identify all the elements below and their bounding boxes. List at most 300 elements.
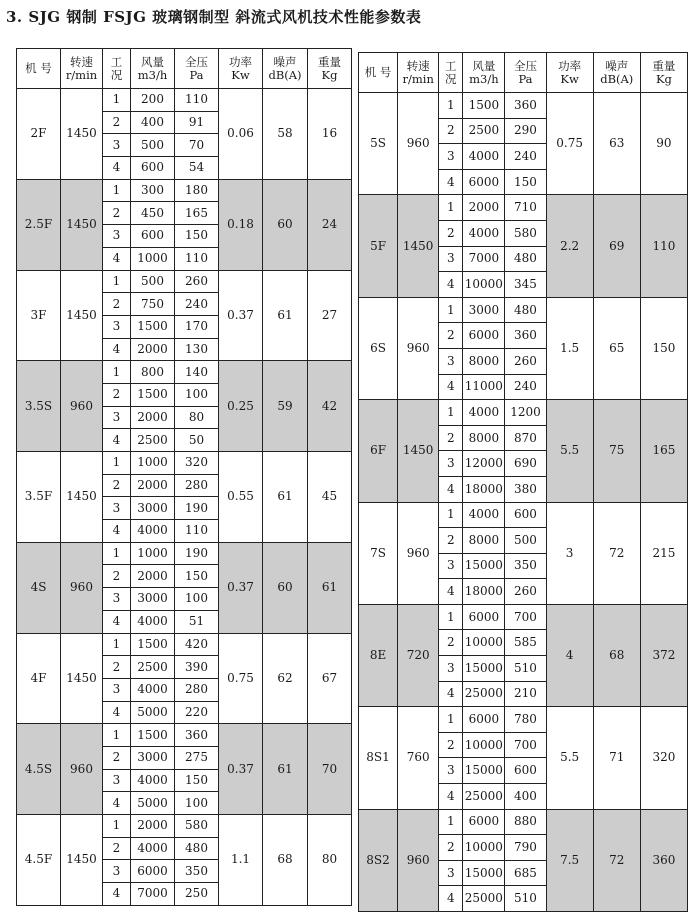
column-header	[640, 53, 687, 93]
airflow-cell: 6000	[463, 604, 505, 630]
pressure-cell: 500	[505, 528, 546, 554]
weight-cell: 70	[308, 724, 352, 815]
pressure-cell: 580	[505, 220, 546, 246]
weight-cell: 24	[308, 179, 352, 270]
airflow-cell: 2500	[131, 429, 175, 452]
airflow-cell: 2500	[463, 118, 505, 144]
airflow-cell: 25000	[463, 886, 505, 912]
weight-cell: 90	[640, 93, 687, 195]
column-header-line2: m3/h	[469, 71, 499, 86]
condition-cell: 2	[103, 383, 131, 406]
airflow-cell: 25000	[463, 784, 505, 810]
pressure-cell: 600	[505, 502, 546, 528]
pressure-cell: 600	[505, 758, 546, 784]
condition-cell: 4	[103, 157, 131, 180]
pressure-cell: 690	[505, 451, 546, 477]
power-cell: 1.5	[546, 297, 593, 399]
airflow-cell: 4000	[463, 220, 505, 246]
condition-cell: 4	[103, 247, 131, 270]
model-cell: 4.5S	[17, 724, 61, 815]
power-cell: 0.37	[219, 542, 263, 633]
noise-cell: 62	[263, 633, 308, 724]
airflow-cell: 3000	[131, 497, 175, 520]
column-header-line1: 风量	[472, 58, 496, 73]
airflow-cell: 500	[131, 270, 175, 293]
condition-cell: 1	[103, 270, 131, 293]
header-row	[359, 53, 688, 93]
pressure-cell: 190	[175, 497, 219, 520]
speed-cell: 960	[61, 542, 103, 633]
speed-cell: 960	[398, 297, 439, 399]
table-row	[17, 270, 352, 293]
condition-cell: 2	[103, 837, 131, 860]
weight-cell: 16	[308, 89, 352, 180]
condition-cell: 3	[103, 860, 131, 883]
noise-cell: 59	[263, 361, 308, 452]
airflow-cell: 15000	[463, 553, 505, 579]
speed-cell: 1450	[61, 815, 103, 906]
speed-cell: 1450	[398, 400, 439, 502]
airflow-cell: 4000	[131, 610, 175, 633]
noise-cell: 75	[593, 400, 640, 502]
pressure-cell: 110	[175, 247, 219, 270]
pressure-cell: 870	[505, 425, 546, 451]
noise-cell: 58	[263, 89, 308, 180]
speed-cell: 1450	[61, 633, 103, 724]
column-header	[359, 53, 398, 93]
airflow-cell: 4000	[463, 502, 505, 528]
condition-cell: 2	[103, 656, 131, 679]
noise-cell: 60	[263, 542, 308, 633]
model-cell: 2F	[17, 89, 61, 180]
power-cell: 0.75	[219, 633, 263, 724]
airflow-cell: 4000	[131, 769, 175, 792]
airflow-cell: 6000	[463, 323, 505, 349]
condition-cell: 3	[439, 553, 463, 579]
pressure-cell: 240	[505, 144, 546, 170]
airflow-cell: 1500	[131, 383, 175, 406]
airflow-cell: 750	[131, 293, 175, 316]
airflow-cell: 7000	[463, 246, 505, 272]
noise-cell: 65	[593, 297, 640, 399]
pressure-cell: 480	[505, 246, 546, 272]
weight-cell: 61	[308, 542, 352, 633]
column-header-line1: 重量	[652, 58, 676, 73]
power-cell: 0.37	[219, 270, 263, 361]
pressure-cell: 280	[175, 474, 219, 497]
table-row	[359, 809, 688, 835]
condition-cell: 3	[103, 497, 131, 520]
noise-cell: 68	[593, 604, 640, 706]
airflow-cell: 18000	[463, 476, 505, 502]
pressure-cell: 1200	[505, 400, 546, 426]
airflow-cell: 25000	[463, 681, 505, 707]
speed-cell: 720	[398, 604, 439, 706]
pressure-cell: 585	[505, 630, 546, 656]
speed-cell: 960	[61, 361, 103, 452]
pressure-cell: 580	[175, 815, 219, 838]
column-header-line1: 机 号	[364, 65, 392, 79]
airflow-cell: 15000	[463, 860, 505, 886]
condition-cell: 3	[439, 348, 463, 374]
table-row	[17, 179, 352, 202]
condition-cell: 4	[103, 883, 131, 906]
condition-cell: 1	[103, 815, 131, 838]
airflow-cell: 1000	[131, 452, 175, 475]
airflow-cell: 15000	[463, 758, 505, 784]
pressure-cell: 100	[175, 383, 219, 406]
column-header	[219, 49, 263, 89]
pressure-cell: 165	[175, 202, 219, 225]
column-header-line2: m3/h	[137, 67, 168, 82]
pressure-cell: 50	[175, 429, 219, 452]
condition-cell: 3	[439, 144, 463, 170]
column-header-line1: 噪声	[273, 54, 297, 69]
airflow-cell: 1000	[131, 542, 175, 565]
power-cell: 2.2	[546, 195, 593, 297]
airflow-cell: 400	[131, 111, 175, 134]
condition-cell: 3	[103, 225, 131, 248]
airflow-cell: 800	[131, 361, 175, 384]
table-row	[359, 195, 688, 221]
pressure-cell: 91	[175, 111, 219, 134]
condition-cell: 2	[103, 565, 131, 588]
condition-cell: 4	[439, 476, 463, 502]
model-cell: 3.5S	[17, 361, 61, 452]
page-title: 3. SJG 钢制 FSJG 玻璃钢制型 斜流式风机技术性能参数表	[6, 8, 422, 26]
pressure-cell: 390	[175, 656, 219, 679]
condition-cell: 4	[439, 886, 463, 912]
airflow-cell: 4000	[131, 837, 175, 860]
condition-cell: 1	[439, 809, 463, 835]
pressure-cell: 345	[505, 272, 546, 298]
model-cell: 3.5F	[17, 452, 61, 543]
column-header	[308, 49, 352, 89]
table-row	[17, 815, 352, 838]
condition-cell: 3	[103, 134, 131, 157]
pressure-cell: 170	[175, 315, 219, 338]
condition-cell: 2	[439, 425, 463, 451]
condition-cell: 4	[439, 681, 463, 707]
condition-cell: 3	[103, 769, 131, 792]
column-header-line2: 况	[445, 71, 457, 86]
power-cell: 0.55	[219, 452, 263, 543]
pressure-cell: 220	[175, 701, 219, 724]
airflow-cell: 6000	[463, 809, 505, 835]
column-header-line1: 转速	[70, 54, 93, 69]
table-row	[359, 297, 688, 323]
condition-cell: 1	[439, 707, 463, 733]
column-header	[463, 53, 505, 93]
condition-cell: 4	[439, 374, 463, 400]
airflow-cell: 1500	[131, 633, 175, 656]
airflow-cell: 8000	[463, 528, 505, 554]
model-cell: 8E	[359, 604, 398, 706]
pressure-cell: 360	[505, 93, 546, 119]
condition-cell: 3	[103, 588, 131, 611]
noise-cell: 61	[263, 452, 308, 543]
airflow-cell: 8000	[463, 348, 505, 374]
condition-cell: 2	[103, 111, 131, 134]
pressure-cell: 290	[505, 118, 546, 144]
power-cell: 0.25	[219, 361, 263, 452]
pressure-cell: 54	[175, 157, 219, 180]
pressure-cell: 510	[505, 886, 546, 912]
pressure-cell: 380	[505, 476, 546, 502]
pressure-cell: 420	[175, 633, 219, 656]
airflow-cell: 2500	[131, 656, 175, 679]
pressure-cell: 350	[505, 553, 546, 579]
pressure-cell: 260	[175, 270, 219, 293]
power-cell: 0.37	[219, 724, 263, 815]
model-cell: 6F	[359, 400, 398, 502]
table-row	[359, 707, 688, 733]
pressure-cell: 480	[175, 837, 219, 860]
noise-cell: 60	[263, 179, 308, 270]
pressure-cell: 240	[505, 374, 546, 400]
header-row	[17, 49, 352, 89]
column-header-line1: 风量	[141, 54, 164, 69]
weight-cell: 80	[308, 815, 352, 906]
pressure-cell: 100	[175, 792, 219, 815]
airflow-cell: 5000	[131, 701, 175, 724]
airflow-cell: 11000	[463, 374, 505, 400]
airflow-cell: 4000	[131, 678, 175, 701]
column-header-line1: 工	[445, 58, 457, 73]
airflow-cell: 5000	[131, 792, 175, 815]
condition-cell: 2	[103, 293, 131, 316]
column-header-line1: 转速	[406, 58, 430, 73]
speed-cell: 960	[398, 809, 439, 911]
noise-cell: 69	[593, 195, 640, 297]
condition-cell: 2	[103, 474, 131, 497]
condition-cell: 4	[103, 792, 131, 815]
airflow-cell: 2000	[131, 815, 175, 838]
spec-table-left	[16, 48, 352, 906]
pressure-cell: 275	[175, 746, 219, 769]
power-cell: 5.5	[546, 707, 593, 809]
model-cell: 2.5F	[17, 179, 61, 270]
pressure-cell: 150	[175, 769, 219, 792]
airflow-cell: 2000	[131, 565, 175, 588]
pressure-cell: 790	[505, 835, 546, 861]
spec-table-right	[358, 52, 688, 912]
noise-cell: 61	[263, 270, 308, 361]
noise-cell: 72	[593, 809, 640, 911]
condition-cell: 1	[439, 297, 463, 323]
model-cell: 4F	[17, 633, 61, 724]
weight-cell: 372	[640, 604, 687, 706]
model-cell: 8S2	[359, 809, 398, 911]
airflow-cell: 10000	[463, 732, 505, 758]
condition-cell: 4	[103, 338, 131, 361]
condition-cell: 3	[103, 406, 131, 429]
pressure-cell: 51	[175, 610, 219, 633]
column-header	[263, 49, 308, 89]
pressure-cell: 480	[505, 297, 546, 323]
power-cell: 0.06	[219, 89, 263, 180]
model-cell: 5S	[359, 93, 398, 195]
airflow-cell: 2000	[463, 195, 505, 221]
speed-cell: 760	[398, 707, 439, 809]
pressure-cell: 350	[175, 860, 219, 883]
pressure-cell: 700	[505, 732, 546, 758]
condition-cell: 1	[103, 179, 131, 202]
pressure-cell: 360	[175, 724, 219, 747]
power-cell: 3	[546, 502, 593, 604]
table-row	[359, 93, 688, 119]
pressure-cell: 320	[175, 452, 219, 475]
condition-cell: 1	[103, 452, 131, 475]
airflow-cell: 1500	[131, 315, 175, 338]
weight-cell: 27	[308, 270, 352, 361]
noise-cell: 68	[263, 815, 308, 906]
airflow-cell: 4000	[463, 144, 505, 170]
model-cell: 5F	[359, 195, 398, 297]
column-header-line2: 况	[110, 67, 123, 82]
condition-cell: 3	[103, 315, 131, 338]
column-header-line2: Kw	[231, 67, 250, 82]
condition-cell: 1	[103, 633, 131, 656]
weight-cell: 45	[308, 452, 352, 543]
pressure-cell: 780	[505, 707, 546, 733]
weight-cell: 42	[308, 361, 352, 452]
power-cell: 7.5	[546, 809, 593, 911]
speed-cell: 1450	[61, 179, 103, 270]
condition-cell: 3	[439, 758, 463, 784]
table-row	[359, 400, 688, 426]
condition-cell: 2	[439, 118, 463, 144]
column-header-line2: Kg	[655, 71, 672, 86]
model-cell: 4S	[17, 542, 61, 633]
pressure-cell: 250	[175, 883, 219, 906]
speed-cell: 960	[398, 502, 439, 604]
condition-cell: 2	[439, 220, 463, 246]
airflow-cell: 8000	[463, 425, 505, 451]
table-row	[17, 452, 352, 475]
weight-cell: 320	[640, 707, 687, 809]
condition-cell: 4	[439, 784, 463, 810]
column-header-line2: Pa	[518, 71, 533, 86]
power-cell: 1.1	[219, 815, 263, 906]
speed-cell: 1450	[61, 89, 103, 180]
airflow-cell: 2000	[131, 338, 175, 361]
condition-cell: 1	[103, 724, 131, 747]
pressure-cell: 100	[175, 588, 219, 611]
pressure-cell: 210	[505, 681, 546, 707]
condition-cell: 4	[439, 169, 463, 195]
airflow-cell: 4000	[463, 400, 505, 426]
condition-cell: 1	[439, 604, 463, 630]
speed-cell: 1450	[61, 270, 103, 361]
airflow-cell: 2000	[131, 406, 175, 429]
condition-cell: 1	[439, 195, 463, 221]
noise-cell: 71	[593, 707, 640, 809]
weight-cell: 110	[640, 195, 687, 297]
condition-cell: 4	[439, 272, 463, 298]
airflow-cell: 1500	[463, 93, 505, 119]
condition-cell: 2	[439, 732, 463, 758]
condition-cell: 2	[439, 528, 463, 554]
airflow-cell: 3000	[463, 297, 505, 323]
airflow-cell: 18000	[463, 579, 505, 605]
noise-cell: 63	[593, 93, 640, 195]
pressure-cell: 685	[505, 860, 546, 886]
power-cell: 0.18	[219, 179, 263, 270]
table-row	[17, 542, 352, 565]
speed-cell: 960	[398, 93, 439, 195]
condition-cell: 3	[439, 246, 463, 272]
power-cell: 5.5	[546, 400, 593, 502]
column-header-line1: 功率	[229, 54, 252, 69]
condition-cell: 3	[439, 656, 463, 682]
pressure-cell: 280	[175, 678, 219, 701]
table-row	[17, 633, 352, 656]
pressure-cell: 70	[175, 134, 219, 157]
condition-cell: 2	[439, 323, 463, 349]
condition-cell: 4	[103, 610, 131, 633]
condition-cell: 4	[439, 579, 463, 605]
column-header	[439, 53, 463, 93]
condition-cell: 2	[439, 630, 463, 656]
condition-cell: 2	[439, 835, 463, 861]
speed-cell: 1450	[398, 195, 439, 297]
table-row	[17, 89, 352, 112]
condition-cell: 2	[103, 202, 131, 225]
column-header	[546, 53, 593, 93]
column-header-line2: dB(A)	[268, 67, 302, 82]
column-header-line2: Kw	[560, 71, 579, 86]
column-header	[505, 53, 546, 93]
speed-cell: 1450	[61, 452, 103, 543]
airflow-cell: 450	[131, 202, 175, 225]
noise-cell: 72	[593, 502, 640, 604]
airflow-cell: 200	[131, 89, 175, 112]
model-cell: 4.5F	[17, 815, 61, 906]
condition-cell: 1	[103, 542, 131, 565]
column-header	[131, 49, 175, 89]
column-header	[103, 49, 131, 89]
airflow-cell: 10000	[463, 630, 505, 656]
column-header-line1: 全压	[185, 54, 208, 69]
weight-cell: 165	[640, 400, 687, 502]
condition-cell: 1	[439, 93, 463, 119]
power-cell: 0.75	[546, 93, 593, 195]
pressure-cell: 260	[505, 579, 546, 605]
table-row	[359, 604, 688, 630]
condition-cell: 1	[103, 361, 131, 384]
table-row	[359, 502, 688, 528]
speed-cell: 960	[61, 724, 103, 815]
pressure-cell: 510	[505, 656, 546, 682]
airflow-cell: 6000	[463, 707, 505, 733]
pressure-cell: 880	[505, 809, 546, 835]
model-cell: 8S1	[359, 707, 398, 809]
pressure-cell: 190	[175, 542, 219, 565]
pressure-cell: 240	[175, 293, 219, 316]
model-cell: 6S	[359, 297, 398, 399]
pressure-cell: 140	[175, 361, 219, 384]
pressure-cell: 150	[505, 169, 546, 195]
condition-cell: 1	[439, 502, 463, 528]
pressure-cell: 110	[175, 520, 219, 543]
airflow-cell: 600	[131, 225, 175, 248]
weight-cell: 215	[640, 502, 687, 604]
column-header-line1: 工	[110, 54, 123, 69]
airflow-cell: 10000	[463, 835, 505, 861]
column-header-line1: 功率	[558, 58, 582, 73]
condition-cell: 4	[103, 520, 131, 543]
